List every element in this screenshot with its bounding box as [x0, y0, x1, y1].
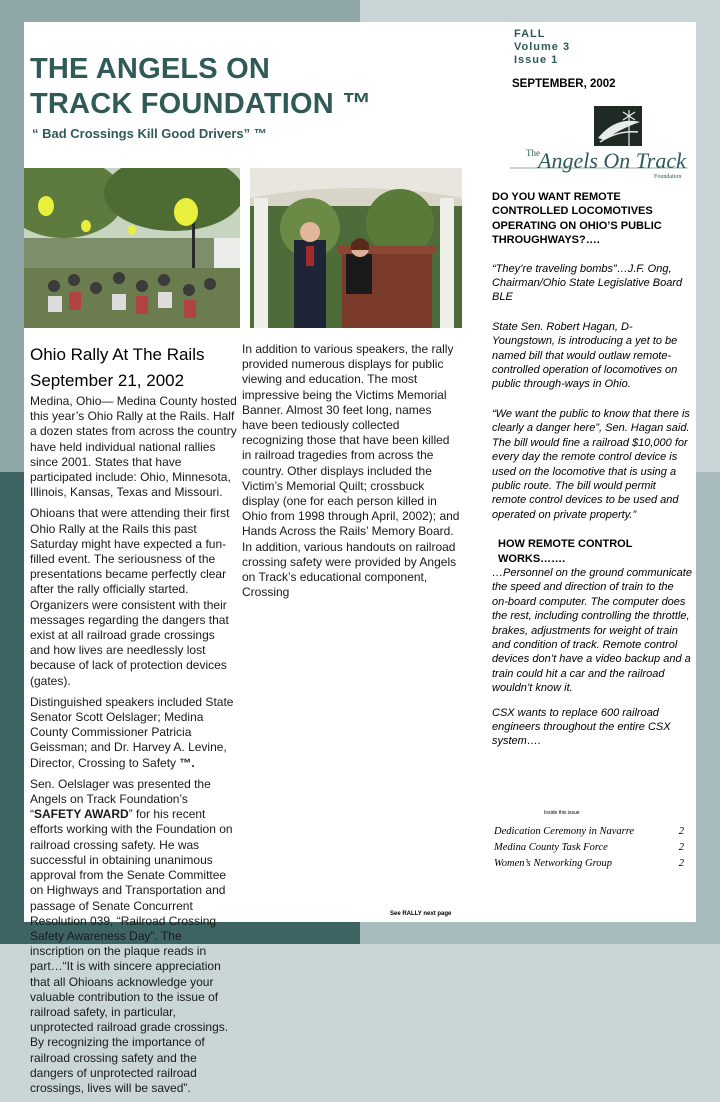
inside-item[interactable] — [494, 840, 684, 856]
inside-item-title: Women’s Networking Group — [494, 858, 613, 869]
logo-the: The — [526, 148, 540, 158]
article-paragraph-4 — [30, 777, 238, 1096]
sidebar-quote-2: “We want the public to know that there is clearly a danger here”, Sen. Hagan said. The bill would fine a railroad $10,000 for every day the remote control device is used on the locomotive that is using a public route. The bill would permit remote control devices to be used and operated on private property.” — [492, 407, 690, 521]
gazebo-speakers-photo — [250, 168, 462, 328]
issue-number: Issue 1 — [514, 54, 559, 66]
newsletter-page — [24, 22, 696, 1095]
masthead-title-line1: THE ANGELS ON — [30, 53, 270, 85]
article-column-2 — [242, 342, 460, 606]
issue-info — [514, 28, 570, 67]
logo-name: Angels On Track — [538, 148, 686, 173]
inside-item-page: 2 — [678, 826, 684, 837]
inside-item-title: Dedication Ceremony in Navarre — [494, 826, 635, 837]
article-paragraph-3 — [30, 695, 238, 771]
sidebar-works-heading: HOW REMOTE CONTROL WORKS……. — [498, 538, 633, 565]
logo-sub: Foundation — [654, 174, 682, 180]
sidebar-quote-1: “They’re traveling bombs”…J.F. Ong, Chairman/Ohio State Legislative Board BLE — [492, 262, 683, 304]
masthead-title-line2: TRACK FOUNDATION ™ — [30, 88, 372, 120]
inside-issue-list — [494, 824, 684, 872]
inside-item[interactable] — [494, 824, 684, 840]
sidebar — [492, 190, 692, 764]
sidebar-csx-note: CSX wants to replace 600 railroad engineers throughout the entire CSX system…. — [492, 706, 671, 748]
article-column-1 — [30, 394, 238, 1102]
article-headline-line1: Ohio Rally At The Rails — [30, 345, 205, 364]
inside-issue-label: Inside this issue — [544, 810, 580, 816]
article-headline-line2: September 21, 2002 — [30, 371, 185, 390]
foundation-logo — [504, 102, 694, 182]
masthead-title — [30, 52, 371, 122]
article-paragraph-2: Ohioans that were attending their first Ohio Rally at the Rails this past Saturday might have expected a fun-filled event. The seriousness of the presentations became perfectly clear after the rally officially started. Organizers were consistent with their messages regarding the dangers that exist at all railroad grade crossings and how lives are needlessly lost because of lack of protection devices (gates). — [30, 506, 230, 688]
inside-item-page: 2 — [678, 858, 684, 869]
article-safety-award: SAFETY AWARD — [34, 807, 129, 822]
sidebar-paragraph-1: State Sen. Robert Hagan, D-Youngstown, is introducing a yet to be named bill that would outlaw remote-controlled operation of locomotives on public through-ways in Ohio. — [492, 320, 678, 391]
issue-date: SEPTEMBER, 2002 — [512, 78, 616, 90]
inside-item[interactable] — [494, 856, 684, 872]
article-headline — [30, 342, 240, 394]
article-paragraph-4-lead: Sen. Oelslager was presented the Angels on Track Foundation’s “ — [30, 776, 211, 822]
article-paragraph-1: Medina, Ohio— Medina County hosted this year’s Ohio Rally at the Rails. Half a dozen states from across the country have held individual national rallies since 2001. States that have participated include: Ohio, Minnesota, Illinois, Kansas, Texas and Missouri. — [30, 394, 237, 500]
article-paragraph-3-text: Distinguished speakers included State Senator Scott Oelslager; Medina County Commissioner Patricia Geissman; and Dr. Harvey A. Levine, Director, Crossing to Safety — [30, 694, 234, 770]
article-paragraph-3-tm: ™. — [176, 755, 195, 770]
article-paragraph-5: In addition to various speakers, the rally provided numerous displays for public viewing and education. The most impressive being the Victims Memorial Banner. Almost 30 feet long, names have been tediously collected recognizing those that have been killed in railroad tragedies from across the country. Other displays included the Victim’s Memorial Quilt; crossbuck display (one for each person killed in Ohio from 1998 through April, 2002); and Hands Across the Rails’ Memory Board. In addition, various handouts on railroad crossing safety were provided by Angels on Track’s educational component, Crossing — [242, 342, 460, 600]
masthead-tagline: “ Bad Crossings Kill Good Drivers” ™ — [32, 126, 267, 141]
sidebar-works-text: …Personnel on the ground communicate the speed and direction of train to the on-board computer. The computer does the rest, including controlling the throttle, brakes, adjustments for weight of train and condition of track. Remote control devices don’t have a video backup and a train could hit a car and the railroad wouldn’t know it. — [492, 566, 692, 695]
inside-item-title: Medina County Task Force — [494, 842, 608, 853]
issue-volume: Volume 3 — [514, 41, 571, 53]
inside-item-page: 2 — [678, 842, 684, 853]
issue-season: FALL — [514, 28, 546, 40]
article-paragraph-4-rest: ” for his recent efforts working with the Foundation on railroad crossing safety. He was successful in obtaining unanimous approval from the Senate Committee on Highways and Transportation and passage of Senate Concurrent Resolution 039, “Railroad Crossing Safety Awareness Day”. The inscription on the plaque reads in part…“It is with sincere appreciation that all Ohioans acknowledge your valuable contribution to the issue of railroad safety, in particular, unprotected railroad grade crossings. By recognizing the importance of railroad crossing safety and the dangers of unprotected railroad crossings, lives will be saved”. — [30, 807, 233, 1095]
rally-crowd-photo — [24, 168, 240, 328]
continued-note: See RALLY next page — [390, 911, 452, 917]
sidebar-heading: DO YOU WANT REMOTE CONTROLLED LOCOMOTIVES OPERATING ON OHIO’S PUBLIC THROUGHWAYS?…. — [492, 191, 662, 247]
